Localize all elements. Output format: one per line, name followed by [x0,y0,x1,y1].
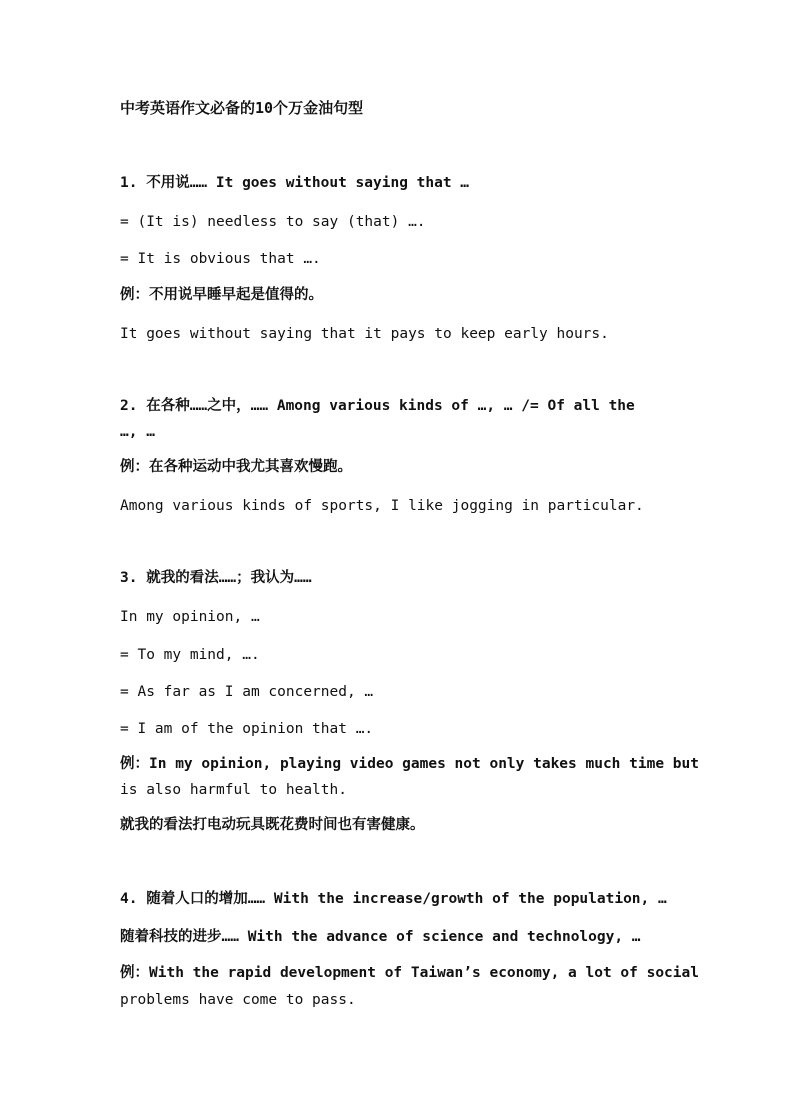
section-4-example-line-2: problems have come to pass. [120,992,356,1008]
section-3-alt-1: In my opinion, … [120,609,260,625]
section-3-example-cn: 就我的看法打电动玩具既花费时间也有害健康。 [120,817,425,833]
section-3-example-line-2: is also harmful to health. [120,782,347,798]
section-1-alt-1: = (It is) needless to say (that) …. [120,214,426,230]
section-1-example-cn: 例：不用说早睡早起是值得的。 [120,287,323,303]
section-4-example-line-1: 例：With the rapid development of Taiwan’s economy, a lot of social [120,965,699,981]
section-1-alt-2: = It is obvious that …. [120,251,321,267]
section-3-heading: 3. 就我的看法……；我认为…… [120,570,312,586]
section-4-heading: 4. 随着人口的增加…… With the increase/growth of the population, … [120,891,667,907]
section-3-example-line-1: 例：In my opinion, playing video games not only takes much time but [120,756,699,772]
section-3-alt-3: = As far as I am concerned, … [120,684,374,700]
section-2-heading-line-1: 2. 在各种……之中，…… Among various kinds of …, … /= Of all the [120,398,635,414]
section-3-alt-2: = To my mind, …. [120,647,260,663]
section-2-example-en: Among various kinds of sports, I like jogging in particular. [120,498,644,514]
section-2-example-cn: 例：在各种运动中我尤其喜欢慢跑。 [120,459,352,475]
section-4-alt-1: 随着科技的进步…… With the advance of science and technology, … [120,929,641,945]
section-1-heading: 1. 不用说…… It goes without saying that … [120,175,470,191]
section-2-heading-line-2: …, … [120,424,155,440]
section-3-alt-4: = I am of the opinion that …. [120,721,374,737]
section-1-example-en: It goes without saying that it pays to keep early hours. [120,326,609,342]
document-title: 中考英语作文必备的10个万金油句型 [120,99,364,117]
